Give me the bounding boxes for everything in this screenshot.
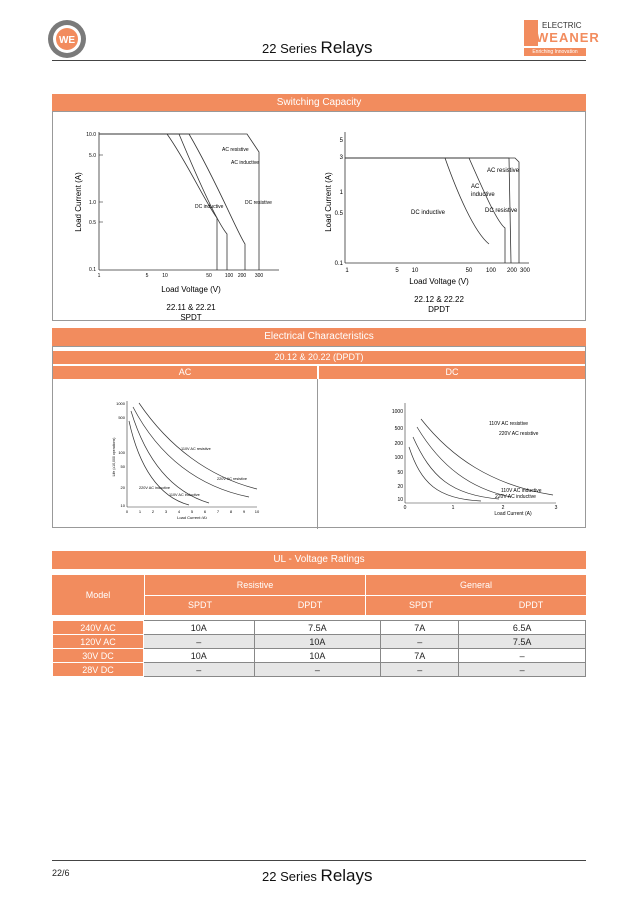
- y-tick: 10: [120, 503, 125, 508]
- y-axis-label: Load Current (A): [74, 172, 83, 232]
- page-number: 22/6: [52, 868, 70, 878]
- switching-chart-spdt: [67, 122, 317, 322]
- y-tick: 0.5: [334, 211, 343, 217]
- dc-life-chart: [391, 397, 571, 521]
- row-label: 30V DC: [53, 649, 144, 663]
- table-row: [53, 635, 586, 649]
- y-tick: 10: [397, 497, 403, 503]
- label-110v-ac-resistive: 110V AC resistive: [489, 421, 529, 427]
- label-220v-ac-inductive: 220V AC inductive: [495, 494, 536, 500]
- x-axis-label: Load Voltage (V): [161, 285, 221, 294]
- col-spdt: SPDT: [187, 600, 212, 610]
- table-cell: –: [381, 663, 459, 677]
- electrical-characteristics-box: [52, 346, 586, 528]
- y-tick: 200: [394, 441, 403, 447]
- y-tick: 5: [339, 138, 343, 144]
- table-cell: 10A: [144, 649, 255, 663]
- x-tick: 300: [519, 268, 531, 274]
- x-tick: 7: [216, 509, 220, 514]
- y-tick: 5.0: [89, 153, 96, 159]
- row-label: 28V DC: [53, 663, 144, 677]
- label-ac-inductive: AC inductive: [231, 160, 260, 166]
- footer-rule: [52, 860, 586, 861]
- y-axis-label: Load Current (A): [324, 172, 333, 232]
- y-tick: 20: [120, 485, 125, 490]
- y-tick: 1000: [116, 401, 125, 406]
- y-tick: 50: [120, 464, 125, 469]
- header-title: 22 Series Relays: [262, 38, 373, 57]
- x-tick: 5: [145, 273, 149, 279]
- x-tick: 100: [485, 268, 497, 274]
- y-tick: 20: [397, 484, 403, 490]
- x-tick: 1: [97, 273, 101, 279]
- label-220v-ac-resistive: 220V AC resistive: [217, 477, 247, 481]
- y-tick: 100: [394, 455, 403, 461]
- chart-caption-1: 22.11 & 22.21: [166, 303, 216, 312]
- curve-220v-inductive: [409, 447, 481, 501]
- label-ac-resistive: AC resistive: [487, 168, 520, 174]
- col-ac-header: AC: [53, 366, 317, 379]
- table-cell: 7.5A: [459, 635, 586, 649]
- table-cell: –: [254, 663, 381, 677]
- col-spdt: SPDT: [408, 600, 433, 610]
- x-axis-label: Load Voltage (V): [409, 277, 469, 286]
- table-row: [53, 621, 586, 635]
- table-cell: 10A: [254, 649, 381, 663]
- label-110v-ac-resistive: 110V AC resistive: [181, 447, 211, 451]
- x-tick: 6: [203, 509, 207, 514]
- label-ac: AC: [471, 184, 480, 190]
- switching-capacity-box: [52, 111, 586, 321]
- y-tick: 1000: [391, 409, 403, 415]
- table-cell: 7A: [381, 649, 459, 663]
- ul-ratings-table: [52, 620, 586, 677]
- x-tick: 2: [501, 505, 505, 511]
- label-220v-ac-inductive: 220V AC inductive: [139, 486, 171, 490]
- x-tick: 0: [403, 505, 407, 511]
- table-cell: 7.5A: [254, 621, 381, 635]
- x-tick: 5: [190, 509, 194, 514]
- electrical-subtitle: 20.12 & 20.22 (DPDT): [53, 351, 585, 364]
- x-tick: 300: [254, 273, 264, 279]
- dc-inductive-curve: [99, 134, 217, 270]
- label-220v-ac-resistive: 220V AC resistive: [499, 431, 539, 437]
- x-tick: 10: [162, 273, 168, 279]
- y-tick: 10.0: [86, 132, 96, 138]
- table-cell: 10A: [144, 621, 255, 635]
- dc-inductive-curve: [345, 158, 489, 244]
- x-tick: 100: [224, 273, 234, 279]
- y-tick: 500: [394, 426, 403, 432]
- x-tick: 3: [554, 505, 558, 511]
- x-tick: 200: [237, 273, 247, 279]
- header-rule: [52, 60, 586, 61]
- x-tick: 1: [451, 505, 455, 511]
- table-row: [53, 663, 586, 677]
- x-tick: 1: [138, 509, 142, 514]
- x-tick: 0: [125, 509, 129, 514]
- logo-letters: WE: [58, 35, 76, 46]
- table-cell: –: [381, 635, 459, 649]
- y-axis-label: Life (x10,000 operations): [112, 437, 116, 477]
- x-tick: 5: [395, 268, 399, 274]
- x-axis-label: Load Current (A): [177, 515, 207, 519]
- y-tick: 1: [339, 190, 343, 196]
- y-tick: 0.1: [89, 267, 96, 273]
- y-tick: 50: [397, 470, 403, 476]
- x-tick: 1: [345, 268, 349, 274]
- col-dc-header: DC: [319, 366, 585, 379]
- x-axis-label: Load Current (A): [494, 511, 532, 517]
- ac-inductive-curve: [99, 134, 245, 270]
- y-tick: 500: [118, 415, 125, 420]
- chart-caption-1: 22.12 & 22.22: [414, 295, 464, 304]
- brand-logo: ELECTRIC WEANER Enriching Innovation: [524, 20, 586, 58]
- ul-header: [52, 575, 586, 615]
- x-tick: 3: [164, 509, 168, 514]
- table-cell: 10A: [254, 635, 381, 649]
- table-cell: –: [144, 635, 255, 649]
- x-tick: 4: [177, 509, 181, 514]
- table-row: [53, 649, 586, 663]
- label-110v-ac-inductive: 110V AC inductive: [501, 488, 542, 494]
- label-110v-ac-inductive: 110V AC inductive: [169, 493, 200, 497]
- y-tick: 0.1: [334, 261, 343, 267]
- switching-capacity-title: Switching Capacity: [52, 94, 586, 111]
- x-tick: 200: [506, 268, 518, 274]
- label-dc-resistive: DC resistive: [485, 208, 518, 214]
- y-tick: 100: [118, 450, 125, 455]
- y-tick: 0.5: [89, 220, 96, 226]
- x-tick: 50: [206, 273, 212, 279]
- chart-caption-2: DPDT: [428, 305, 450, 314]
- x-tick: 2: [151, 509, 155, 514]
- table-cell: –: [459, 649, 586, 663]
- col-dpdt: DPDT: [518, 600, 544, 610]
- x-tick: 9: [242, 509, 246, 514]
- x-tick: 10: [411, 268, 419, 274]
- chart-caption-2: SPDT: [180, 313, 202, 322]
- table-cell: 7A: [381, 621, 459, 635]
- label-dc-inductive: DC inductive: [411, 210, 446, 216]
- curve-220v-resistive: [417, 427, 511, 497]
- table-cell: 6.5A: [459, 621, 586, 635]
- group-general: General: [459, 580, 493, 590]
- col-model: Model: [85, 590, 111, 600]
- curve-220v-ac-resistive: [133, 407, 249, 497]
- footer-title: 22 Series Relays: [262, 866, 373, 885]
- label-ac-resistive: AC resistive: [222, 147, 249, 153]
- label-dc-inductive: DC inductive: [195, 204, 224, 210]
- we-logo: [46, 18, 88, 60]
- dc-resistive-curve: [99, 134, 227, 270]
- label-inductive: inductive: [471, 192, 495, 198]
- x-tick: 50: [465, 268, 473, 274]
- table-cell: –: [144, 663, 255, 677]
- row-label: 120V AC: [53, 635, 144, 649]
- x-tick: 10: [254, 509, 260, 514]
- ac-life-chart: [109, 397, 269, 519]
- switching-chart-dpdt: [319, 122, 579, 322]
- row-label: 240V AC: [53, 621, 144, 635]
- table-cell: –: [459, 663, 586, 677]
- group-resistive: Resistive: [236, 580, 274, 590]
- x-tick: 8: [229, 509, 233, 514]
- label-dc-resistive: DC resistive: [245, 200, 272, 206]
- col-dpdt: DPDT: [297, 600, 323, 610]
- y-tick: 1.0: [89, 200, 96, 206]
- y-tick: 3: [339, 155, 343, 161]
- ac-resistive-curve: [99, 134, 259, 270]
- electrical-characteristics-title: Electrical Characteristics: [52, 328, 586, 346]
- ul-ratings-title: UL - Voltage Ratings: [52, 551, 586, 569]
